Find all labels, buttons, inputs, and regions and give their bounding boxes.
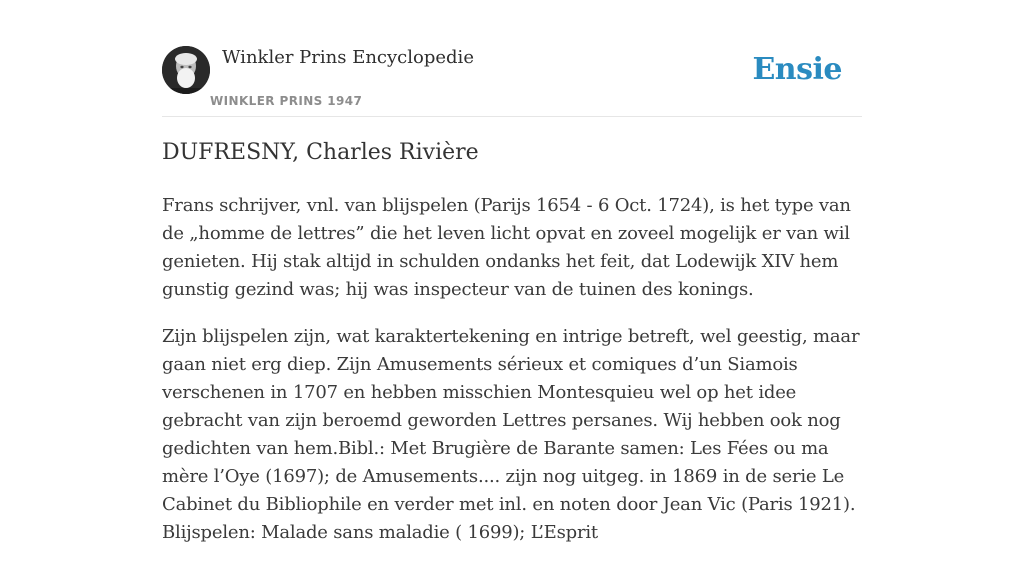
portrait-image	[162, 46, 210, 94]
site-title[interactable]: Winkler Prins Encyclopedie	[222, 47, 474, 68]
article-body	[162, 192, 874, 566]
site-subtitle[interactable]: WINKLER PRINS 1947	[210, 94, 363, 108]
article-paragraph: Frans schrijver, vnl. van blijspelen (Parijs 1654 - 6 Oct. 1724), is het type van de „homme de lettres” die het leven licht opvat en zoveel mogelijk er van wil genieten. Hij stak altijd in schulden ondanks het feit, dat Lodewijk XIV hem gunstig gezind was; hij was inspecteur van de tuinen des konings.	[162, 195, 851, 300]
article-title: DUFRESNY, Charles Rivière	[162, 140, 479, 165]
site-header	[162, 40, 862, 117]
brand-logo[interactable]: Ensie	[752, 52, 842, 87]
author-avatar[interactable]	[162, 46, 210, 94]
article-paragraph: Zijn blijspelen zijn, wat karaktertekening en intrige betreft, wel geestig, maar gaan niet erg diep. Zijn Amusements sérieux et comiques d’un Siamois verschenen in 1707 en hebben misschien Montesquieu wel op het idee gebracht van zijn beroemd geworden Lettres persanes. Wij hebben ook nog gedichten van hem.Bibl.: Met Brugière de Barante samen: Les Fées ou ma mère l’Oye (1697); de Amusements.... zijn nog uitgeg. in 1869 in de serie Le Cabinet du Bibliophile en verder met inl. en noten door Jean Vic (Paris 1921). Blijspelen: Malade sans maladie ( 1699); L’Esprit	[162, 326, 860, 543]
